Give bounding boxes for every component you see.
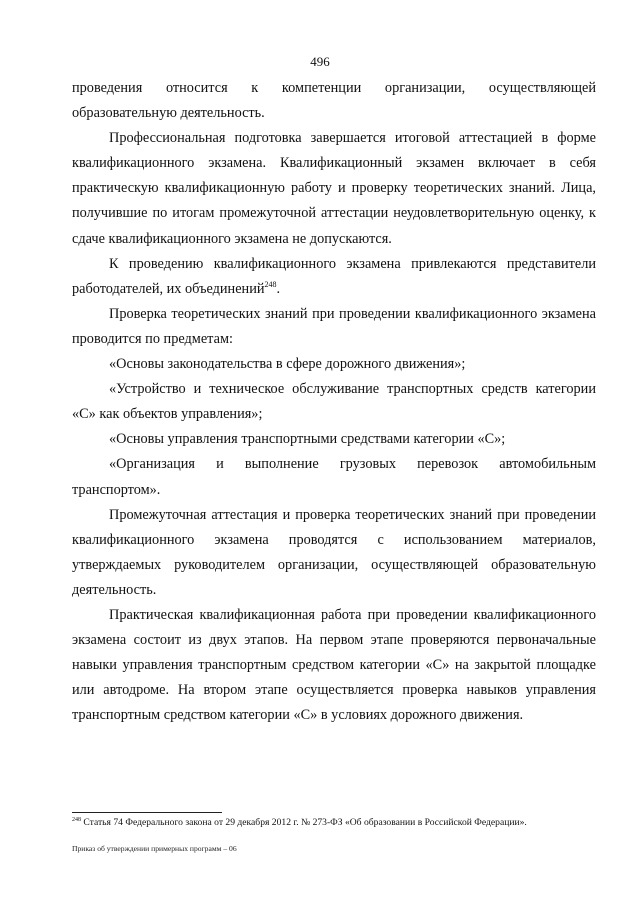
paragraph-4: Проверка теоретических знаний при проведении квалификационного экзамена проводится по предметам: bbox=[72, 305, 596, 347]
subject-item-2: «Устройство и техническое обслуживание транспортных средств категории «С» как объектов управления»; bbox=[72, 381, 596, 423]
body-text bbox=[72, 76, 596, 728]
footnote-reference[interactable]: 248 bbox=[264, 279, 277, 289]
paragraph-3-text: К проведению квалификационного экзамена привлекаются представители работодателей, их объединений bbox=[72, 255, 596, 297]
paragraph-10: Практическая квалификационная работа при проведении квалификационного экзамена состоит из двух этапов. На первом этапе проверяются первоначальные навыки управления транспортным средством категории «С» на закрытой площадке или автодроме. На втором этапе осуществляется проверка навыков управления транспортным средством категории «С» в условиях дорожного движения. bbox=[72, 606, 596, 724]
page-number: 496 bbox=[310, 54, 330, 69]
footnote-separator bbox=[72, 812, 222, 813]
paragraph-9: Промежуточная аттестация и проверка теоретических знаний при проведении квалификационного экзамена проводятся с использованием материалов, утверждаемых руководителем организации, осуществляющей образовательную деятельность. bbox=[72, 506, 596, 598]
paragraph-1: проведения относится к компетенции организации, осуществляющей образовательную деятельность. bbox=[72, 80, 596, 122]
subject-item-3: «Основы управления транспортными средствами категории «С»; bbox=[109, 431, 506, 448]
paragraph-2: Профессиональная подготовка завершается итоговой аттестацией в форме квалификационного экзамена. Квалификационный экзамен включает в себя практическую квалификационную работу и проверку теоретических знаний. Лица, получившие по итогам промежуточной аттестации неудовлетворительную оценку, к сдаче квалификационного экзамена не допускаются. bbox=[72, 130, 596, 247]
footnote bbox=[72, 817, 602, 829]
footer-note: Приказ об утверждении примерных программ – 06 bbox=[72, 844, 237, 853]
footnote-text: Статья 74 Федерального закона от 29 декабря 2012 г. № 273-ФЗ «Об образовании в Российской Федерации». bbox=[81, 817, 527, 828]
subject-item-1: «Основы законодательства в сфере дорожного движения»; bbox=[109, 356, 466, 373]
paragraph-3 bbox=[72, 252, 596, 302]
subject-item-4: «Организация и выполнение грузовых перевозок автомобильным транспортом». bbox=[72, 456, 596, 498]
paragraph-3-tail: . bbox=[276, 280, 281, 297]
footnote-number: 248 bbox=[72, 816, 81, 823]
